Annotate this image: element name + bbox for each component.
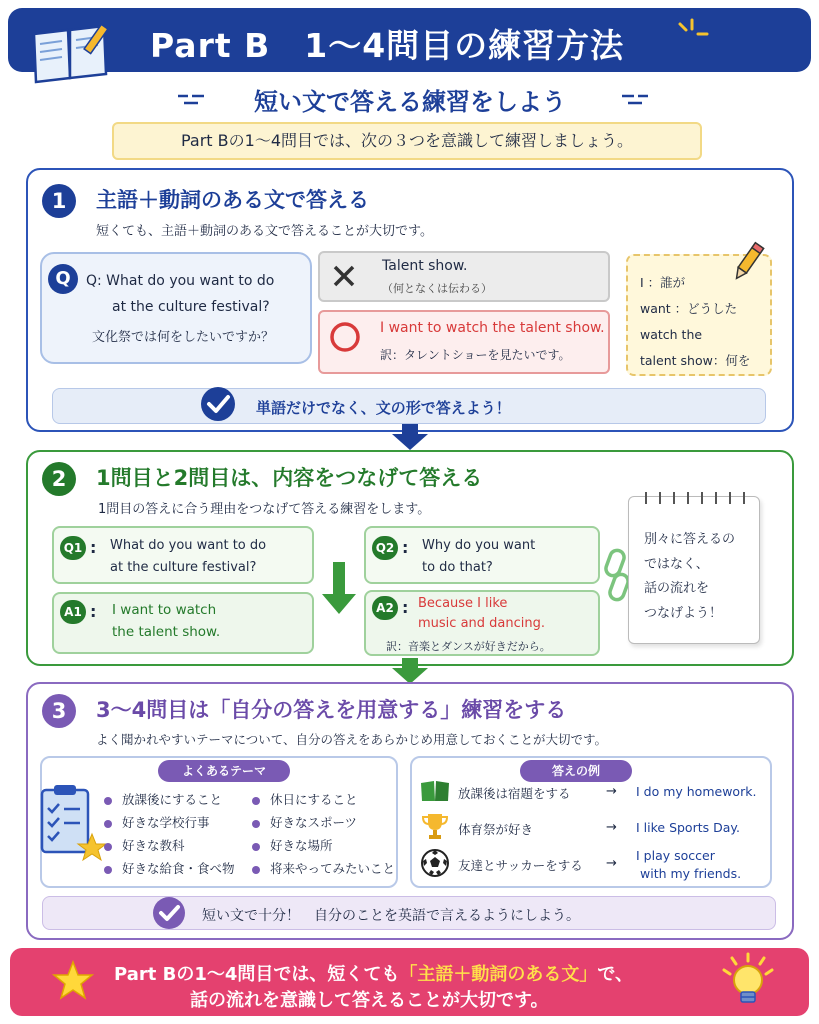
theme-item: 放課後にすること [104, 788, 235, 811]
memo-text [644, 528, 735, 626]
cross-icon [332, 264, 356, 288]
memo-line-3: 話の流れを [644, 581, 710, 596]
q2-line-2: to do that? [422, 560, 493, 575]
page-title: Part B 1〜4問目の練習方法 [150, 26, 625, 65]
example-1-japanese: 放課後は宿題をする [458, 786, 571, 801]
down-arrow-icon [392, 424, 428, 450]
wrong-answer-note: （何となくは伝わる） [382, 282, 492, 295]
theme-item: 好きなスポーツ [252, 811, 395, 834]
clipboard-checklist-icon [36, 782, 106, 866]
theme-item: 好きな教科 [104, 834, 235, 857]
q2-box [364, 526, 600, 584]
example-3-arrow: → [606, 856, 617, 871]
section-3-number: 3 [42, 694, 76, 728]
lightbulb-icon [716, 952, 780, 1012]
footer-highlight: 「主語＋動詞のある文」 [399, 964, 598, 985]
pencil-icon [730, 240, 766, 284]
question-line-1: Q: What do you want to do [86, 273, 275, 289]
answer-examples-label: 答えの例 [520, 760, 632, 782]
section-3-description: よく聞かれやすいテーマについて、自分の答えをあらかじめ用意しておくことが大切です。 [96, 732, 608, 747]
question-line-2: at the culture festival? [112, 299, 270, 315]
a2-colon: : [402, 598, 409, 617]
common-themes-label: よくあるテーマ [158, 760, 290, 782]
footer-line-2: 話の流れを意識して答えることが大切です。 [190, 990, 549, 1011]
q1-colon: : [90, 538, 97, 557]
q-icon: Q [48, 264, 78, 294]
theme-item: 好きな学校行事 [104, 811, 235, 834]
theme-item: 好きな給食・食べ物 [104, 857, 235, 880]
example-1-arrow: → [606, 784, 617, 799]
a1-colon: : [90, 602, 97, 621]
q1-line-1: What do you want to do [110, 538, 267, 553]
example-1-english: I do my homework. [636, 784, 757, 799]
q2-colon: : [402, 538, 409, 557]
wrong-answer-text: Talent show. [382, 258, 468, 274]
note-line-2: want ：どうした [640, 301, 738, 316]
q1-badge: Q1 [60, 536, 86, 560]
star-icon [52, 960, 94, 1002]
down-arrow-icon [322, 562, 356, 614]
a2-translation: 訳：音楽とダンスが好きだから。 [386, 640, 551, 653]
a2-badge: A2 [372, 596, 398, 620]
grammar-note-lines [640, 270, 750, 374]
example-2-japanese: 体育祭が好き [458, 822, 534, 837]
section-3-banner-text: 短い文で十分！ 自分のことを英語で言えるようにしよう。 [202, 908, 580, 924]
section-2-number: 2 [42, 462, 76, 496]
footer-line-1 [114, 960, 633, 986]
themes-left-list [104, 788, 235, 880]
chain-link-icon [604, 548, 630, 602]
a2-line-2: music and dancing. [418, 616, 545, 631]
check-circle-icon [150, 894, 188, 932]
decoration-dashes-right [620, 92, 650, 106]
q1-line-2: at the culture festival? [110, 560, 257, 575]
note-line-3: watch the [640, 327, 703, 342]
themes-right-list [252, 788, 395, 880]
correct-answer-translation: 訳：タレントショーを見たいです。 [380, 348, 571, 362]
subtitle: 短い文で答える練習をしよう [254, 88, 566, 116]
example-3-english-line-2: with my friends. [640, 866, 742, 881]
check-circle-icon [198, 384, 238, 424]
correct-answer-text: I want to watch the talent show. [380, 320, 605, 336]
theme-item: 休日にすること [252, 788, 395, 811]
footer-line-1-end: で、 [597, 964, 634, 985]
memo-line-4: つなげよう！ [644, 605, 723, 621]
section-1-number: 1 [42, 184, 76, 218]
example-2-english: I like Sports Day. [636, 820, 740, 835]
section-1-title: 主語＋動詞のある文で答える [96, 188, 369, 212]
note-line-1: I ：誰が [640, 275, 686, 290]
book-icon [420, 780, 450, 802]
sparkle-icon [676, 18, 710, 48]
note-line-4: talent show：何を [640, 353, 751, 368]
question-japanese: 文化祭では何をしたいですか？ [92, 330, 275, 345]
down-arrow-icon [392, 658, 428, 684]
footer-line-1-start: Part Bの1〜4問目では、短くても [114, 964, 400, 985]
a1-line-2: the talent show. [112, 624, 221, 640]
soccer-ball-icon [420, 848, 450, 878]
section-2-description: 1問目の答えに合う理由をつなげて答える練習をします。 [98, 502, 431, 517]
memo-line-1: 別々に答えるの [644, 532, 736, 547]
a1-line-1: I want to watch [112, 602, 217, 618]
q2-line-1: Why do you want [422, 538, 536, 553]
intro-text: Part Bの1〜4問目では、次の３つを意識して練習しましょう。 [112, 122, 702, 160]
theme-item: 好きな場所 [252, 834, 395, 857]
memo-line-2: ではなく、 [644, 556, 709, 572]
section-1-banner-text: 単語だけでなく、文の形で答えよう！ [256, 399, 511, 417]
theme-item: 将来やってみたいこと [252, 857, 395, 880]
section-1-description: 短くても、主語＋動詞のある文で答えることが大切です。 [96, 224, 433, 239]
spiral-binding-icon [640, 488, 750, 506]
section-2-title: 1問目と2問目は、内容をつなげて答える [96, 466, 483, 490]
example-3-english-line-1: I play soccer [636, 848, 715, 863]
q2-badge: Q2 [372, 536, 398, 560]
section-3-title: 3〜4問目は「自分の答えを用意する」練習をする [96, 698, 567, 722]
a1-badge: A1 [60, 600, 86, 624]
example-2-arrow: → [606, 820, 617, 835]
trophy-icon [422, 812, 448, 840]
circle-mark-icon [328, 320, 362, 354]
open-book-icon [30, 20, 112, 86]
example-3-japanese: 友達とサッカーをする [458, 858, 583, 873]
a2-line-1: Because I like [418, 596, 508, 611]
